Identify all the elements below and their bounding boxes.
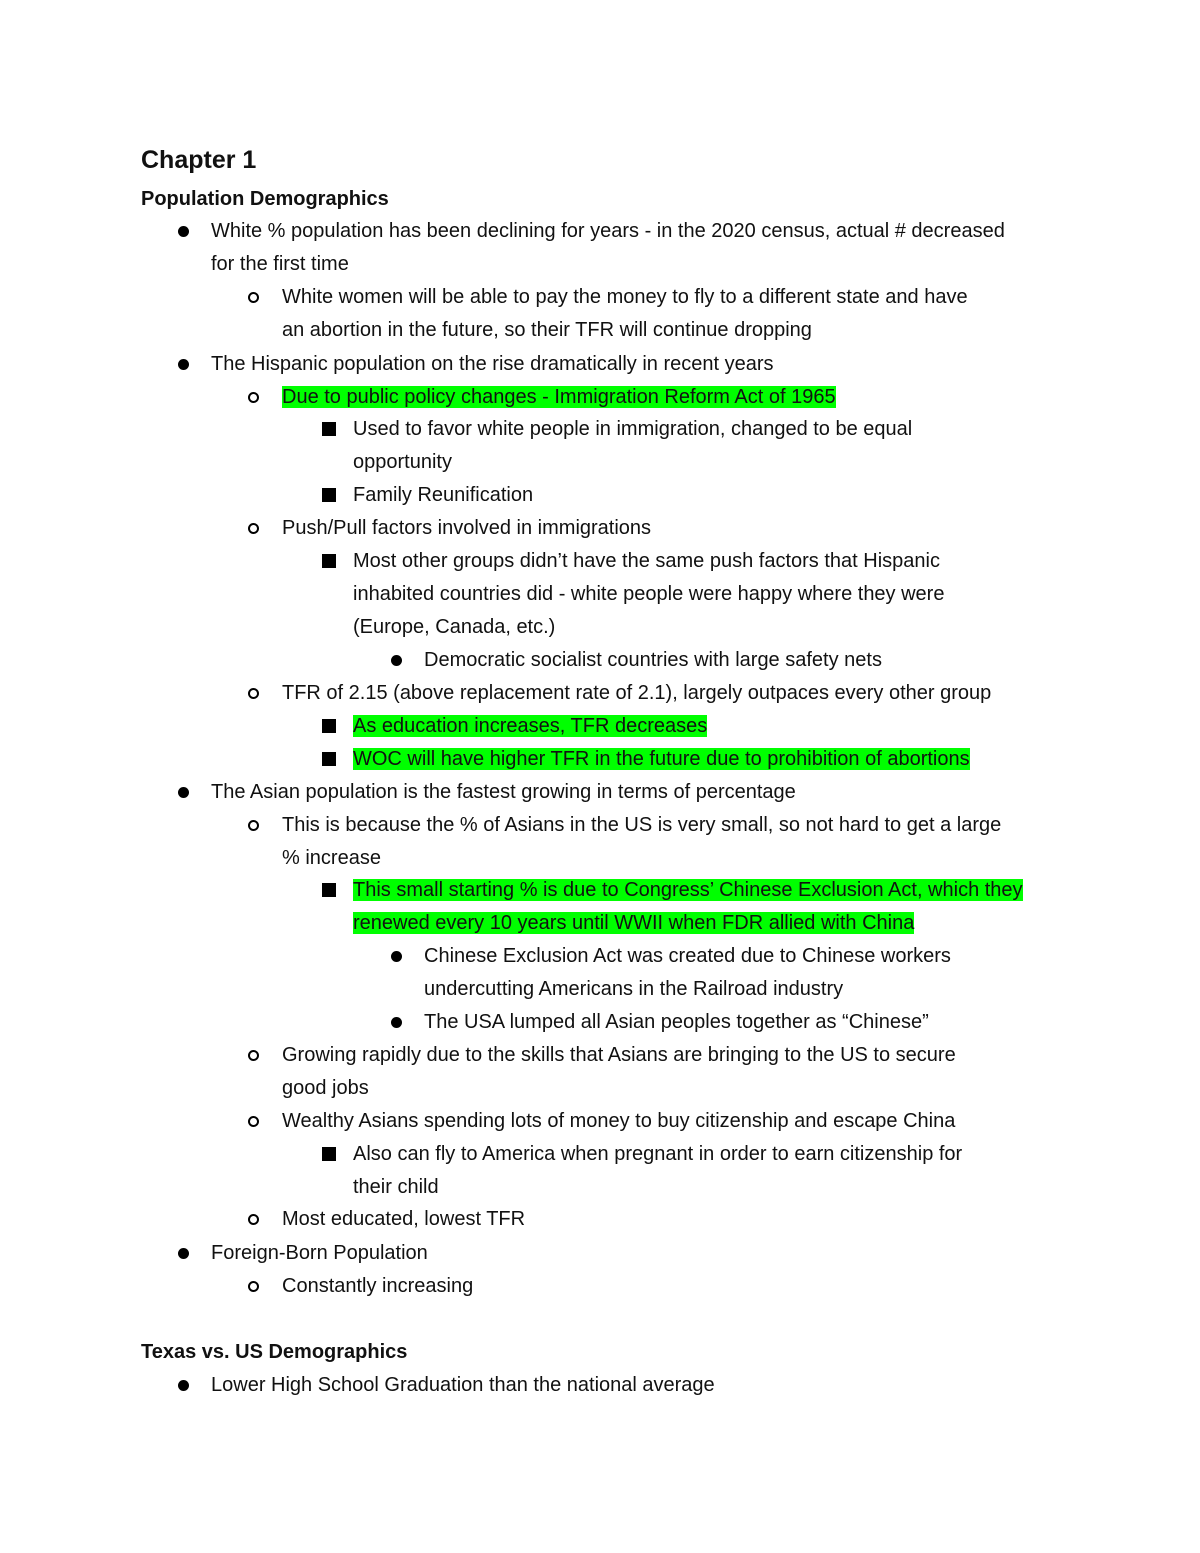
filled-circle-bullet-icon (391, 655, 402, 666)
list-item-text: Growing rapidly due to the skills that Asians are bringing to the US to secure (282, 1044, 956, 1066)
list-item (424, 943, 951, 969)
list-item-text: Foreign-Born Population (211, 1242, 428, 1264)
list-item (353, 482, 533, 508)
list-item-text: White women will be able to pay the money to fly to a different state and have (282, 286, 968, 308)
hollow-circle-bullet-icon (248, 1214, 259, 1225)
list-item-text: renewed every 10 years until WWII when FDR allied with China (353, 912, 915, 934)
list-item-text: Most other groups didn’t have the same push factors that Hispanic (353, 550, 940, 572)
square-bullet-icon (322, 752, 336, 766)
list-item-text: Most educated, lowest TFR (282, 1208, 526, 1230)
hollow-circle-bullet-icon (248, 523, 259, 534)
list-item (211, 351, 774, 377)
list-item-text: Constantly increasing (282, 1275, 474, 1297)
list-item (282, 317, 812, 343)
hollow-circle-bullet-icon (248, 292, 259, 303)
list-item (424, 1009, 929, 1035)
hollow-circle-bullet-icon (248, 1281, 259, 1292)
list-item (282, 1206, 525, 1232)
list-item-text: The USA lumped all Asian peoples together as “Chinese” (424, 1011, 929, 1033)
list-item-text: Wealthy Asians spending lots of money to buy citizenship and escape China (282, 1110, 956, 1132)
hollow-circle-bullet-icon (248, 820, 259, 831)
list-item-text: As education increases, TFR decreases (353, 715, 708, 737)
hollow-circle-bullet-icon (248, 1116, 259, 1127)
list-item (211, 251, 349, 277)
list-item-text: Democratic socialist countries with large safety nets (424, 649, 882, 671)
list-item (211, 1240, 428, 1266)
square-bullet-icon (322, 1147, 336, 1161)
square-bullet-icon (322, 883, 336, 897)
list-item (282, 1273, 473, 1299)
list-item-text: Lower High School Graduation than the national average (211, 1374, 715, 1396)
square-bullet-icon (322, 488, 336, 502)
list-item (282, 284, 968, 310)
list-item (353, 548, 940, 574)
list-item (282, 812, 1001, 838)
list-item-text: Family Reunification (353, 484, 534, 506)
list-item-text: opportunity (353, 451, 452, 473)
list-item (282, 515, 651, 541)
list-item-text: Chinese Exclusion Act was created due to Chinese workers (424, 945, 951, 967)
hollow-circle-bullet-icon (248, 688, 259, 699)
section-heading-population: Population Demographics (141, 188, 389, 210)
list-item-text: good jobs (282, 1077, 369, 1099)
filled-circle-bullet-icon (391, 1017, 402, 1028)
list-item-text: WOC will have higher TFR in the future due to prohibition of abortions (353, 748, 970, 770)
list-item-text: Also can fly to America when pregnant in order to earn citizenship for (353, 1143, 963, 1165)
list-item-text: % increase (282, 847, 381, 869)
filled-circle-bullet-icon (178, 359, 189, 370)
list-item-text: TFR of 2.15 (above replacement rate of 2.1), largely outpaces every other group (282, 682, 992, 704)
list-item (353, 449, 452, 475)
list-item (282, 845, 381, 871)
square-bullet-icon (322, 422, 336, 436)
list-item-text: (Europe, Canada, etc.) (353, 616, 556, 638)
list-item-text: Used to favor white people in immigration, changed to be equal (353, 418, 913, 440)
list-item-text: for the first time (211, 253, 349, 275)
list-item-text: their child (353, 1176, 439, 1198)
list-item (353, 910, 914, 936)
list-item (424, 976, 843, 1002)
section-heading-texas: Texas vs. US Demographics (141, 1341, 408, 1363)
list-item (424, 647, 882, 673)
list-item-text: This small starting % is due to Congress’ Chinese Exclusion Act, which they (353, 879, 1023, 901)
list-item-text: inhabited countries did - white people were happy where they were (353, 583, 945, 605)
list-item-text: The Hispanic population on the rise dramatically in recent years (211, 353, 774, 375)
list-item (353, 1174, 439, 1200)
list-item (211, 1372, 715, 1398)
list-item (353, 877, 1023, 903)
list-item-text: White % population has been declining for years - in the 2020 census, actual # decreased (211, 220, 1005, 242)
list-item (211, 218, 1005, 244)
chapter-heading: Chapter 1 (141, 146, 257, 174)
list-item (282, 1108, 955, 1134)
square-bullet-icon (322, 719, 336, 733)
list-item-text: Push/Pull factors involved in immigrations (282, 517, 652, 539)
hollow-circle-bullet-icon (248, 392, 259, 403)
list-item-text: undercutting Americans in the Railroad industry (424, 978, 844, 1000)
list-item (282, 384, 836, 410)
list-item (353, 581, 944, 607)
hollow-circle-bullet-icon (248, 1050, 259, 1061)
list-item (282, 680, 991, 706)
list-item (282, 1075, 369, 1101)
list-item-text: Due to public policy changes - Immigration Reform Act of 1965 (282, 386, 836, 408)
list-item (353, 713, 707, 739)
list-item (353, 416, 912, 442)
filled-circle-bullet-icon (178, 1380, 189, 1391)
list-item (353, 614, 555, 640)
list-item-text: This is because the % of Asians in the US is very small, so not hard to get a large (282, 814, 1002, 836)
list-item-text: an abortion in the future, so their TFR will continue dropping (282, 319, 812, 341)
filled-circle-bullet-icon (391, 951, 402, 962)
filled-circle-bullet-icon (178, 226, 189, 237)
list-item (282, 1042, 956, 1068)
filled-circle-bullet-icon (178, 1248, 189, 1259)
list-item (353, 746, 970, 772)
square-bullet-icon (322, 554, 336, 568)
list-item (211, 779, 796, 805)
list-item (353, 1141, 962, 1167)
list-item-text: The Asian population is the fastest growing in terms of percentage (211, 781, 796, 803)
filled-circle-bullet-icon (178, 787, 189, 798)
